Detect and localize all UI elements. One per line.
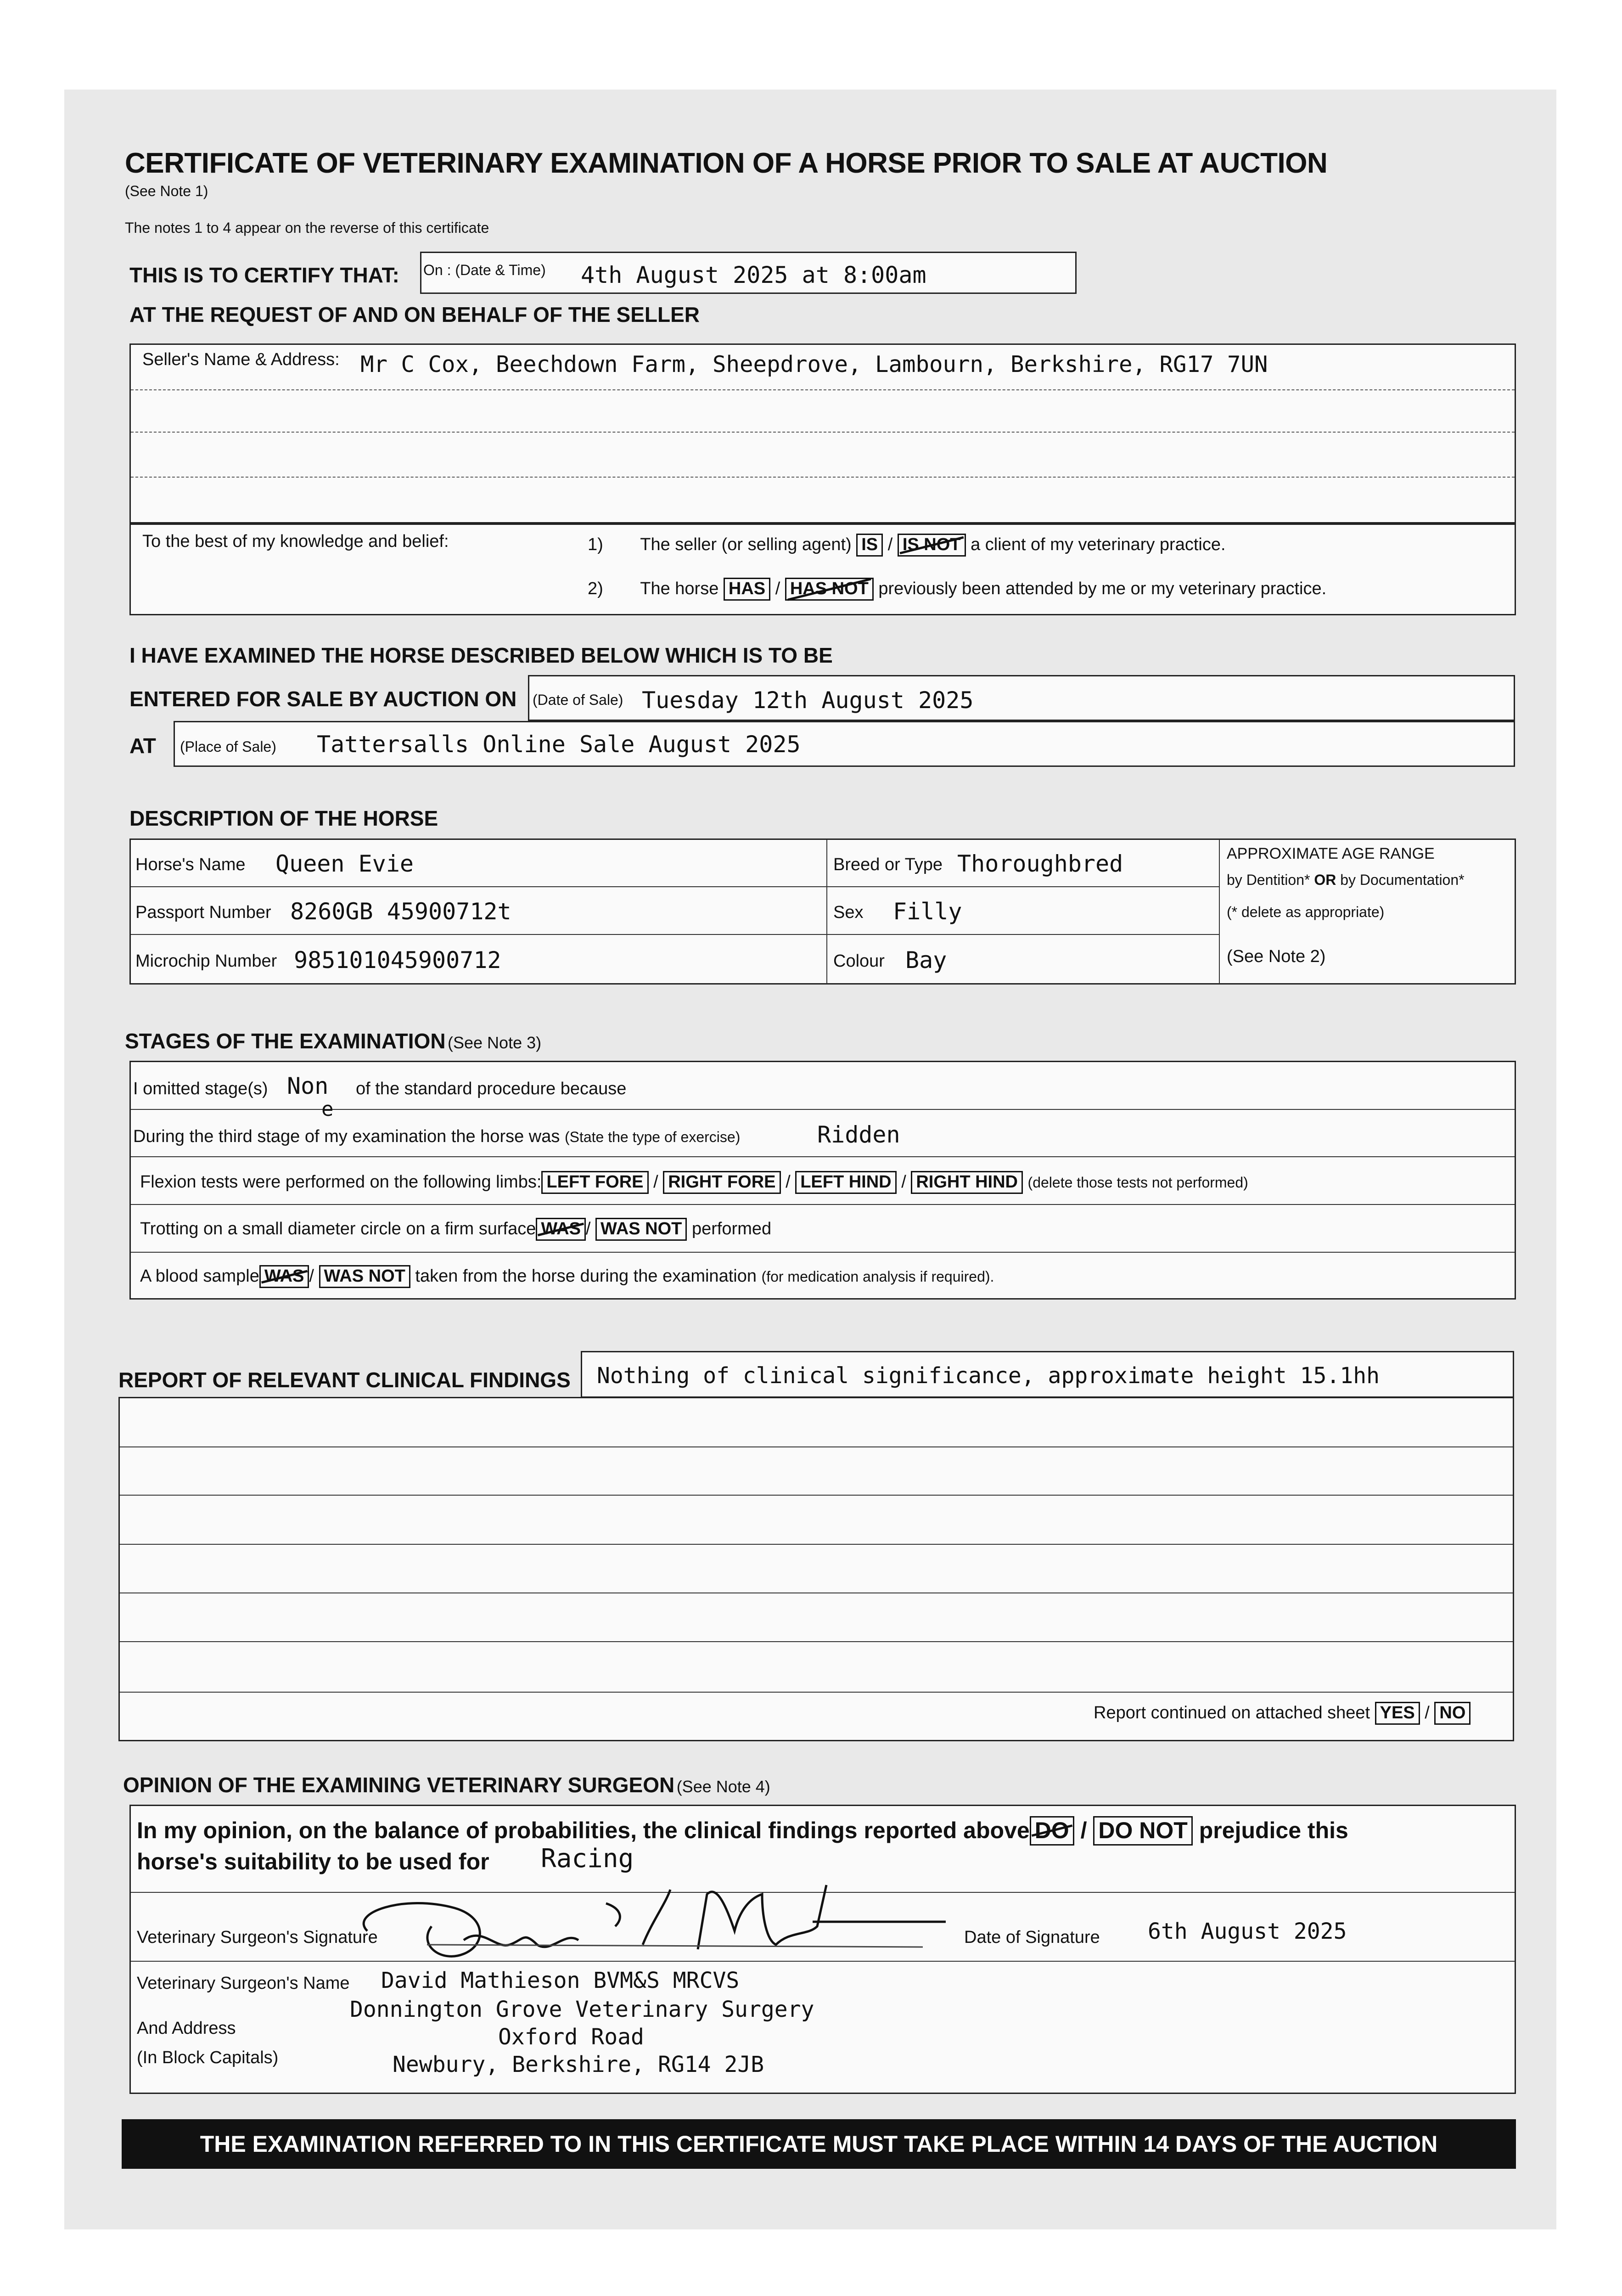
item2-post: previously been attended by me or my veterinary practice. <box>878 579 1327 598</box>
slash: / <box>901 1172 906 1192</box>
stages-row-divider-1 <box>131 1109 1515 1110</box>
opinion-do-deleted[interactable]: DO <box>1030 1816 1074 1846</box>
microchip-label: Microchip Number <box>135 951 277 971</box>
seller-line-1 <box>131 389 1515 390</box>
signature-mark <box>349 1876 992 1968</box>
item1-post: a client of my veterinary practice. <box>971 535 1226 554</box>
blood-hint: (for medication analysis if required). <box>761 1268 994 1285</box>
third-stage-value: Ridden <box>817 1121 900 1148</box>
description-heading: DESCRIPTION OF THE HORSE <box>129 806 438 830</box>
opinion-note: (See Note 4) <box>676 1777 770 1796</box>
knowledge-item-1 <box>588 534 1226 557</box>
limb-left-fore[interactable]: LEFT FORE <box>541 1171 648 1194</box>
desc-col-divider-1 <box>826 839 827 984</box>
colour-label: Colour <box>833 951 885 971</box>
desc-row-divider-1 <box>131 886 1219 887</box>
horse-name-value: Queen Evie <box>275 850 414 877</box>
blood-row <box>140 1265 994 1288</box>
sale-place-value: Tattersalls Online Sale August 2025 <box>317 731 801 758</box>
blood-was-not[interactable]: WAS NOT <box>319 1265 410 1288</box>
trot-was-deleted[interactable]: WAS <box>536 1218 586 1241</box>
notes-line: The notes 1 to 4 appear on the reverse of this certificate <box>125 219 489 236</box>
flexion-hint: (delete those tests not performed) <box>1027 1174 1248 1191</box>
trot-label: Trotting on a small diameter circle on a firm surface <box>140 1219 536 1238</box>
age-delete-note: (* delete as appropriate) <box>1227 904 1385 920</box>
report-line-5 <box>120 1641 1513 1642</box>
knowledge-label: To the best of my knowledge and belief: <box>142 532 449 551</box>
age-or: OR <box>1314 872 1336 888</box>
opinion-text: In my opinion, on the balance of probabilities, the clinical findings reported above <box>137 1818 1030 1843</box>
report-line-6 <box>120 1692 1513 1693</box>
report-yes[interactable]: YES <box>1375 1702 1420 1725</box>
opinion-line1-post: prejudice this <box>1199 1818 1348 1843</box>
limb-right-hind[interactable]: RIGHT HIND <box>911 1171 1023 1194</box>
opinion-heading-text: OPINION OF THE EXAMINING VETERINARY SURGEON <box>123 1773 675 1797</box>
seller-line-3 <box>131 477 1515 478</box>
flexion-row <box>140 1171 1248 1194</box>
opinion-heading <box>123 1773 770 1797</box>
blood-label: A blood sample <box>140 1266 259 1286</box>
address-line-1: Donnington Grove Veterinary Surgery <box>350 1997 814 2022</box>
age-range-methods <box>1227 872 1465 889</box>
sale-place-label: (Place of Sale) <box>180 738 276 755</box>
stages-row-divider-2 <box>131 1156 1515 1157</box>
desc-row-divider-2 <box>131 934 1219 935</box>
see-note-1: (See Note 1) <box>125 183 208 199</box>
horse-name-label: Horse's Name <box>135 855 246 874</box>
passport-value: 8260GB 45900712t <box>290 898 511 925</box>
breed-label: Breed or Type <box>833 855 943 874</box>
seller-line-2 <box>131 432 1515 433</box>
report-table <box>118 1397 1514 1741</box>
limb-right-fore[interactable]: RIGHT FORE <box>663 1171 780 1194</box>
slash: / <box>585 1219 591 1238</box>
opinion-line-1: In my opinion, on the balance of probabilities, the clinical findings reported above DO / DO NOT prejudice this <box>137 1816 1348 1846</box>
passport-label: Passport Number <box>135 903 271 922</box>
sale-date-value: Tuesday 12th August 2025 <box>642 687 974 714</box>
certify-on-value: 4th August 2025 at 8:00am <box>581 262 926 288</box>
omitted-post: of the standard procedure because <box>356 1079 627 1098</box>
address-line-3: Newbury, Berkshire, RG14 2JB <box>393 2052 764 2077</box>
option-has-not-deleted[interactable]: HAS NOT <box>785 578 874 601</box>
examined-heading: I HAVE EXAMINED THE HORSE DESCRIBED BELOW WHICH IS TO BE <box>129 643 833 667</box>
address-label-1: And Address <box>137 2019 236 2038</box>
slash: / <box>887 535 893 554</box>
omitted-value-b: e <box>321 1097 334 1121</box>
flexion-label: Flexion tests were performed on the following limbs: <box>140 1172 542 1192</box>
knowledge-item-2 <box>588 578 1326 601</box>
omitted-label: I omitted stage(s) <box>133 1079 268 1098</box>
report-heading: REPORT OF RELEVANT CLINICAL FINDINGS <box>118 1368 571 1392</box>
breed-value: Thoroughbred <box>957 850 1123 877</box>
use-value: Racing <box>541 1844 634 1874</box>
slash: / <box>775 579 780 598</box>
option-has[interactable]: HAS <box>724 578 770 601</box>
entered-label: ENTERED FOR SALE BY AUCTION ON <box>129 687 517 711</box>
item1-text: The seller (or selling agent) <box>640 535 852 554</box>
age-range-title: APPROXIMATE AGE RANGE <box>1227 845 1435 862</box>
seller-value: Mr C Cox, Beechdown Farm, Sheepdrove, Lambourn, Berkshire, RG17 7UN <box>360 351 1268 377</box>
at-label: AT <box>129 734 156 758</box>
seller-label: Seller's Name & Address: <box>142 350 340 369</box>
address-label-2: (In Block Capitals) <box>137 2048 279 2067</box>
trot-post: performed <box>691 1219 772 1238</box>
request-heading: AT THE REQUEST OF AND ON BEHALF OF THE SELLER <box>129 303 700 326</box>
footer-text: THE EXAMINATION REFERRED TO IN THIS CERTIFICATE MUST TAKE PLACE WITHIN 14 DAYS OF THE AUCTION <box>200 2131 1438 2157</box>
third-stage-hint: (State the type of exercise) <box>564 1129 741 1145</box>
blood-was-deleted[interactable]: WAS <box>259 1265 309 1288</box>
surgeon-name-value: David Mathieson BVM&S MRCVS <box>381 1968 740 1993</box>
age-see-note-2: (See Note 2) <box>1227 947 1326 966</box>
stages-row-divider-4 <box>131 1252 1515 1253</box>
certificate-title: CERTIFICATE OF VETERINARY EXAMINATION OF A HORSE PRIOR TO SALE AT AUCTION <box>125 147 1328 179</box>
date-of-signature-value: 6th August 2025 <box>1148 1919 1347 1944</box>
surgeon-name-label: Veterinary Surgeon's Name <box>137 1974 350 1993</box>
trot-was-not[interactable]: WAS NOT <box>595 1218 687 1241</box>
signature-label: Veterinary Surgeon's Signature <box>137 1928 378 1947</box>
report-line-1 <box>120 1446 1513 1447</box>
opinion-line-2: horse's suitability to be used for <box>137 1849 489 1874</box>
report-line-3 <box>120 1544 1513 1545</box>
stages-heading-text: STAGES OF THE EXAMINATION <box>125 1029 446 1053</box>
omitted-value-a: Non <box>287 1073 329 1099</box>
limb-left-hind[interactable]: LEFT HIND <box>795 1171 896 1194</box>
certify-on-label: On : (Date & Time) <box>423 262 546 278</box>
desc-col-divider-2 <box>1219 839 1220 984</box>
item2-number: 2) <box>588 579 603 598</box>
slash: / <box>786 1172 791 1192</box>
colour-value: Bay <box>905 947 947 974</box>
third-stage-text: During the third stage of my examination the horse was <box>133 1127 560 1146</box>
report-no[interactable]: NO <box>1434 1702 1470 1725</box>
age-by-documentation: by Documentation* <box>1340 872 1465 888</box>
stages-note: (See Note 3) <box>448 1033 542 1052</box>
option-is[interactable]: IS <box>856 534 883 557</box>
address-line-2: Oxford Road <box>498 2024 644 2050</box>
stages-heading <box>125 1029 541 1053</box>
third-stage-label <box>133 1127 740 1147</box>
slash: / <box>653 1172 658 1192</box>
item2-text: The horse <box>640 579 719 598</box>
sex-label: Sex <box>833 903 864 922</box>
report-line-2 <box>120 1495 1513 1496</box>
stages-row-divider-3 <box>131 1204 1515 1205</box>
report-continued-label: Report continued on attached sheet <box>1094 1703 1370 1722</box>
date-of-signature-label: Date of Signature <box>964 1928 1100 1947</box>
sale-date-label: (Date of Sale) <box>533 692 623 708</box>
option-is-not-deleted[interactable]: IS NOT <box>898 534 966 557</box>
report-value: Nothing of clinical significance, approximate height 15.1hh <box>597 1363 1380 1389</box>
age-by-dentition: by Dentition* <box>1227 872 1310 888</box>
certify-label: THIS IS TO CERTIFY THAT: <box>129 263 399 287</box>
item1-number: 1) <box>588 535 603 554</box>
opinion-do-not[interactable]: DO NOT <box>1093 1816 1192 1846</box>
sex-value: Filly <box>893 898 962 925</box>
report-continued: Report continued on attached sheet YES / NO <box>1094 1702 1470 1725</box>
blood-post: taken from the horse during the examination <box>415 1266 757 1286</box>
microchip-value: 985101045900712 <box>294 947 501 974</box>
trot-row <box>140 1218 771 1241</box>
slash: / <box>309 1266 314 1286</box>
